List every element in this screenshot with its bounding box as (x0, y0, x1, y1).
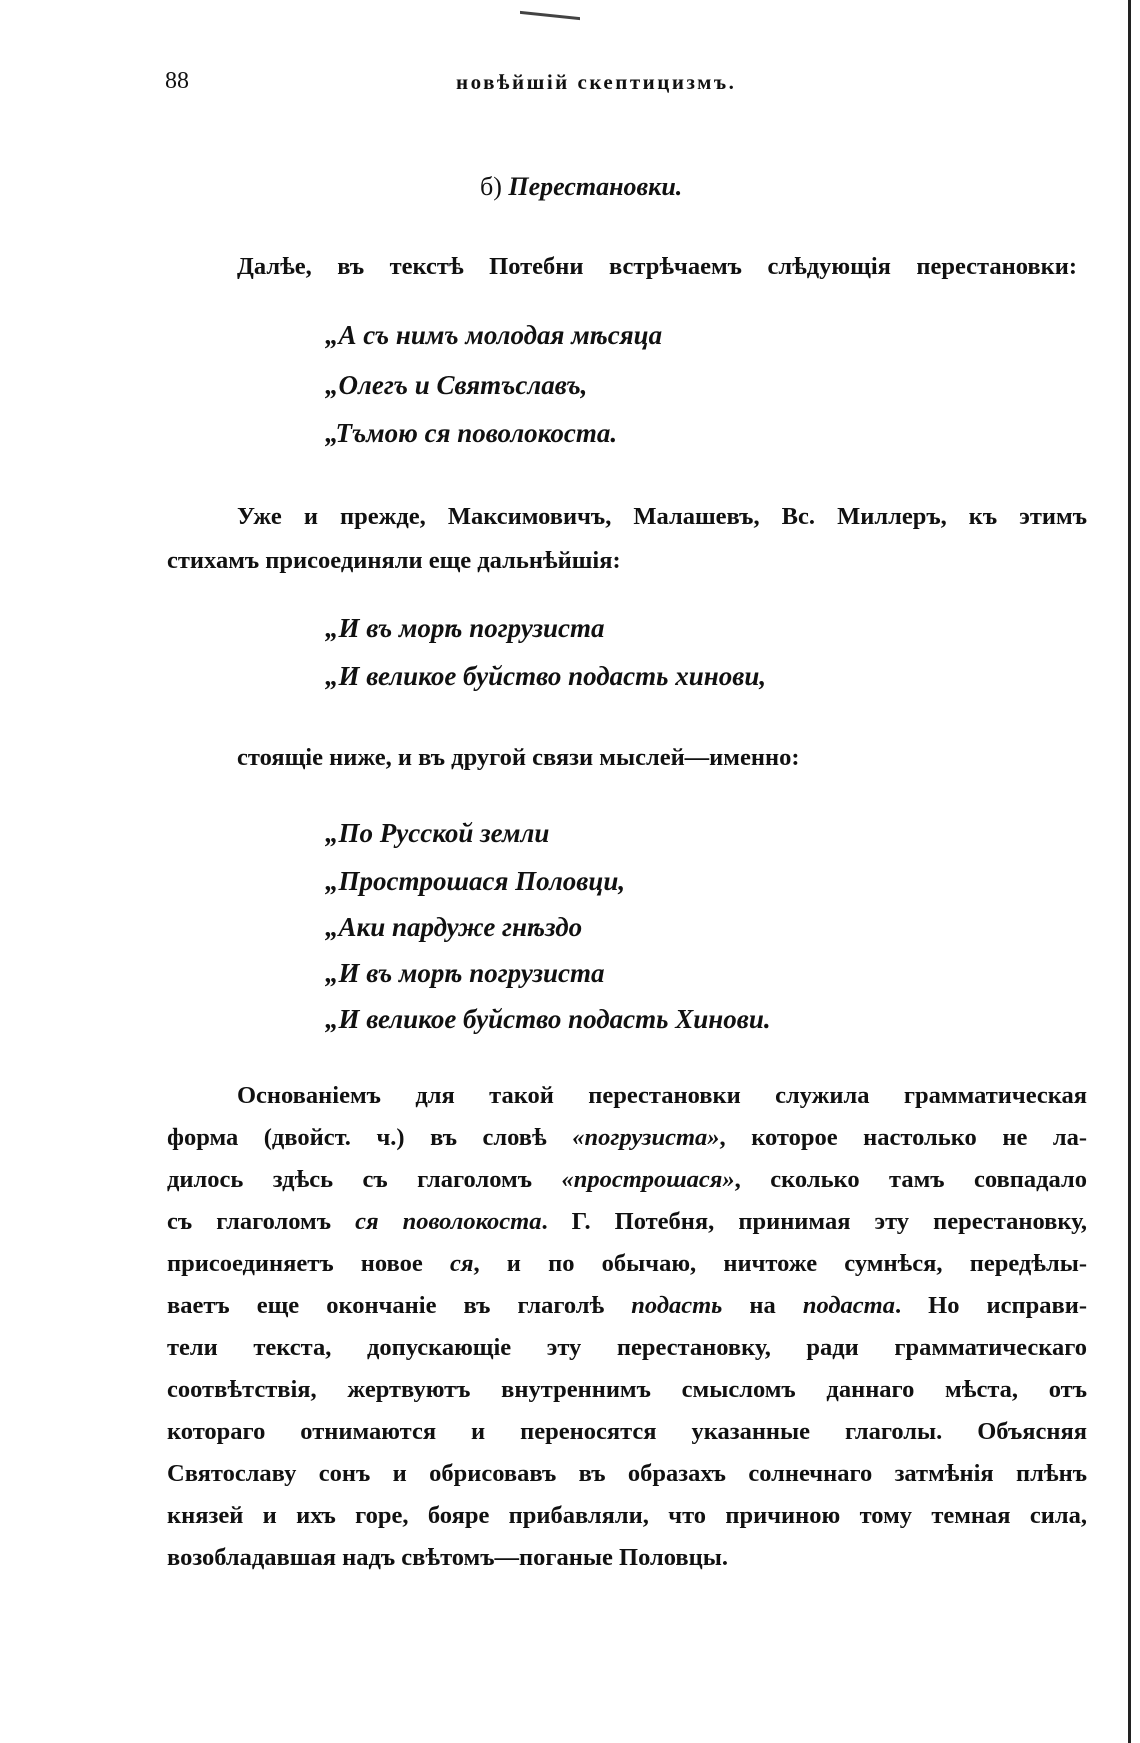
paragraph-line: присоединяетъ новое ся, и по обычаю, ничтоже сумнѣся, передѣлы- (167, 1250, 1088, 1277)
verse-line: „А съ нимъ молодая мѣсяца (325, 320, 663, 350)
page-number: 88 (165, 68, 189, 94)
paragraph-line: князей и ихъ горе, бояре прибавляли, что причиною тому темная сила, (167, 1502, 1087, 1529)
verse-line: „И въ морѣ погрузиста (325, 958, 605, 988)
running-title: новѣйшій скептицизмъ. (456, 70, 737, 94)
section-heading-prefix: б) (480, 172, 502, 201)
paragraph-line: котораго отнимаются и переносятся указанные глаголы. Объясняя (167, 1418, 1087, 1445)
scan-artifact (520, 0, 580, 20)
paragraph-line: Уже и прежде, Максимовичъ, Малашевъ, Вс. Миллеръ, къ этимъ (237, 503, 1087, 530)
italic-word: подасть (631, 1292, 723, 1319)
italic-word: подаста (802, 1292, 895, 1319)
verse-line: „Аки пардуже гнѣздо (325, 912, 583, 942)
italic-word: «прострошася» (561, 1166, 735, 1193)
section-heading-title: Перестановки. (508, 172, 683, 201)
verse-line: „И великое буйство подасть хинови, (325, 661, 767, 691)
paragraph-line: тели текста, допускающіе эту перестановку, ради грамматическаго (167, 1334, 1087, 1361)
page-edge-rule (1128, 0, 1131, 1743)
italic-word: ся (449, 1250, 474, 1277)
italic-word: «погрузиста» (572, 1124, 720, 1151)
paragraph-line: дилось здѣсь съ глаголомъ «прострошася», сколько тамъ совпадало (167, 1166, 1087, 1193)
paragraph-line: возобладавшая надъ свѣтомъ—поганые Половцы. (167, 1544, 728, 1571)
verse-line: „И въ морѣ погрузиста (325, 613, 605, 643)
paragraph-line: Святославу сонъ и обрисовавъ въ образахъ солнечнаго затмѣнія плѣнъ (167, 1460, 1087, 1487)
italic-word: ся поволокоста (355, 1208, 542, 1235)
verse-line: „По Русской земли (325, 818, 550, 848)
paragraph-line: Основаніемъ для такой перестановки служила грамматическая (237, 1082, 1087, 1109)
verse-line: „Прострошася Половци, (325, 866, 626, 896)
section-heading (480, 172, 682, 202)
intro-line: Далѣе, въ текстѣ Потебни встрѣчаемъ слѣдующія перестановки: (237, 253, 1077, 280)
verse-line: „Олегъ и Святъславъ, (325, 370, 588, 400)
paragraph-line: соотвѣтствія, жертвуютъ внутреннимъ смысломъ даннаго мѣста, отъ (167, 1376, 1087, 1403)
verse-line: „И великое буйство подасть Хинови. (325, 1004, 771, 1034)
paragraph-line: стоящіе ниже, и въ другой связи мыслей—именно: (237, 744, 800, 771)
paragraph-line: форма (двойст. ч.) въ словѣ «погрузиста», которое настолько не ла- (167, 1124, 1088, 1151)
paragraph-line: стихамъ присоединяли еще дальнѣйшія: (167, 547, 621, 574)
paragraph-line: ваетъ еще окончаніе въ глаголѣ подасть на подаста. Но исправи- (167, 1292, 1087, 1319)
paragraph-line: съ глаголомъ ся поволокоста. Г. Потебня, принимая эту перестановку, (167, 1208, 1088, 1235)
verse-line: „Тъмою ся поволокоста. (325, 418, 618, 448)
